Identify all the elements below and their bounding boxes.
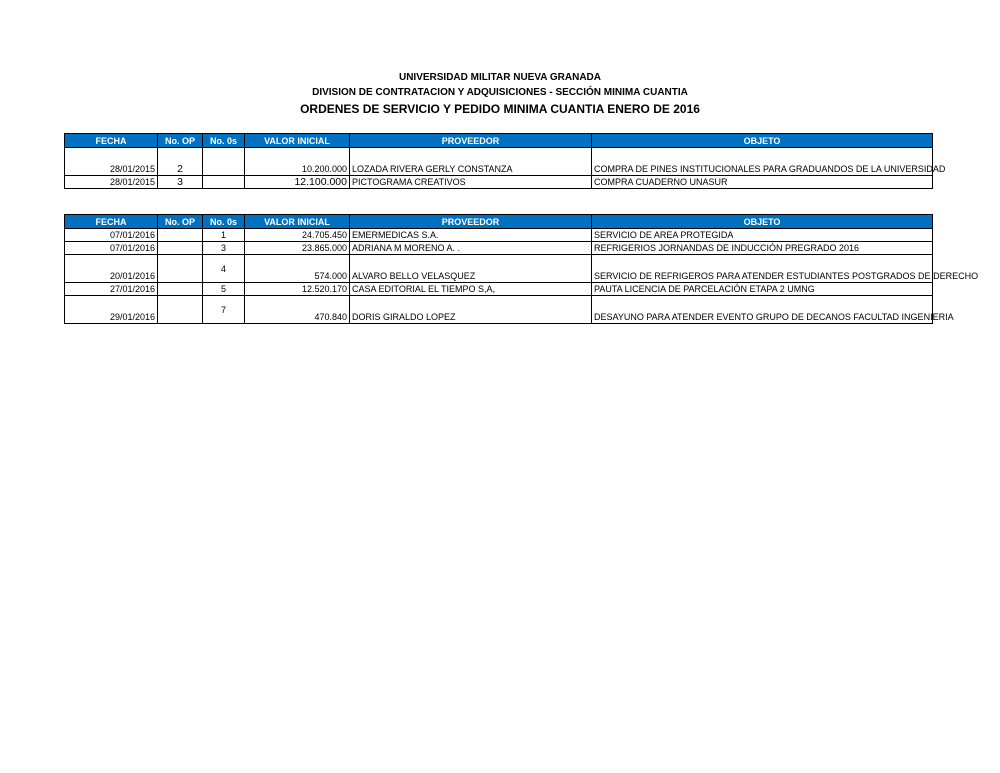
cell-os (203, 176, 245, 189)
division-title: DIVISION DE CONTRATACION Y ADQUISICIONES - SECCIÓN MINIMA CUANTIA (312, 87, 688, 98)
cell-fecha: 07/01/2016 (65, 229, 158, 242)
report-title: ORDENES DE SERVICIO Y PEDIDO MINIMA CUANTIA ENERO DE 2016 (300, 102, 700, 116)
cell-op (158, 255, 203, 283)
cell-os: 7 (203, 296, 245, 324)
cell-objeto: COMPRA CUADERNO UNASUR (592, 176, 933, 189)
table-header-row (65, 215, 933, 229)
cell-objeto: SERVICIO DE AREA PROTEGIDA (592, 229, 933, 242)
cell-fecha: 20/01/2016 (65, 255, 158, 283)
col-proveedor: PROVEEDOR (350, 215, 592, 229)
cell-proveedor: ALVARO BELLO VELASQUEZ (350, 255, 592, 283)
cell-valor: 24.705.450 (245, 229, 350, 242)
report-header (0, 70, 1000, 118)
col-fecha: FECHA (65, 215, 158, 229)
cell-objeto: DESAYUNO PARA ATENDER EVENTO GRUPO DE DECANOS FACULTAD INGENIERIA (592, 296, 933, 324)
cell-objeto: REFRIGERIOS JORNANDAS DE INDUCCIÓN PREGRADO 2016 (592, 242, 933, 255)
cell-valor: 470.840 (245, 296, 350, 324)
col-no-op: No. OP (158, 215, 203, 229)
col-objeto: OBJETO (592, 215, 933, 229)
table-row (65, 148, 933, 176)
table-header-row (65, 134, 933, 148)
col-valor-inicial: VALOR INICIAL (245, 215, 350, 229)
col-valor-inicial: VALOR INICIAL (245, 134, 350, 148)
cell-os (203, 148, 245, 176)
cell-os: 5 (203, 283, 245, 296)
cell-op: 3 (158, 176, 203, 189)
orders-table-op (64, 133, 946, 189)
table-row (65, 176, 933, 189)
cell-proveedor: EMERMEDICAS S.A. (350, 229, 592, 242)
cell-op (158, 296, 203, 324)
col-fecha: FECHA (65, 134, 158, 148)
cell-valor: 12.100.000 (245, 176, 350, 189)
col-no-os: No. 0s (203, 134, 245, 148)
cell-fecha: 07/01/2016 (65, 242, 158, 255)
cell-os: 1 (203, 229, 245, 242)
table-row (65, 283, 933, 296)
cell-valor: 10.200.000 (245, 148, 350, 176)
cell-op (158, 242, 203, 255)
cell-os: 4 (203, 255, 245, 283)
cell-proveedor: LOZADA RIVERA GERLY CONSTANZA (350, 148, 592, 176)
cell-op (158, 283, 203, 296)
col-objeto: OBJETO (592, 134, 933, 148)
table-row (65, 229, 933, 242)
table-row (65, 242, 933, 255)
cell-os: 3 (203, 242, 245, 255)
cell-proveedor: PICTOGRAMA CREATIVOS (350, 176, 592, 189)
table-row (65, 296, 933, 324)
cell-objeto: SERVICIO DE REFRIGEROS PARA ATENDER ESTUDIANTES POSTGRADOS DE DERECHO (592, 255, 933, 283)
cell-proveedor: DORIS GIRALDO LOPEZ (350, 296, 592, 324)
cell-fecha: 28/01/2015 (65, 148, 158, 176)
university-title: UNIVERSIDAD MILITAR NUEVA GRANADA (398, 72, 602, 83)
cell-op: 2 (158, 148, 203, 176)
col-no-os: No. 0s (203, 215, 245, 229)
cell-fecha: 29/01/2016 (65, 296, 158, 324)
col-proveedor: PROVEEDOR (350, 134, 592, 148)
cell-proveedor: ADRIANA M MORENO A. . (350, 242, 592, 255)
cell-proveedor: CASA EDITORIAL EL TIEMPO S,A, (350, 283, 592, 296)
cell-fecha: 27/01/2016 (65, 283, 158, 296)
cell-objeto: PAUTA LICENCIA DE PARCELACIÓN ETAPA 2 UMNG (592, 283, 933, 296)
cell-valor: 23.865.000 (245, 242, 350, 255)
cell-fecha: 28/01/2015 (65, 176, 158, 189)
cell-valor: 574.000 (245, 255, 350, 283)
cell-objeto: COMPRA DE PINES INSTITUCIONALES PARA GRADUANDOS DE LA UNIVERSIDAD (592, 148, 933, 176)
cell-valor: 12.520.170 (245, 283, 350, 296)
cell-op (158, 229, 203, 242)
orders-table-os (64, 214, 979, 324)
table-row (65, 255, 933, 283)
col-no-op: No. OP (158, 134, 203, 148)
